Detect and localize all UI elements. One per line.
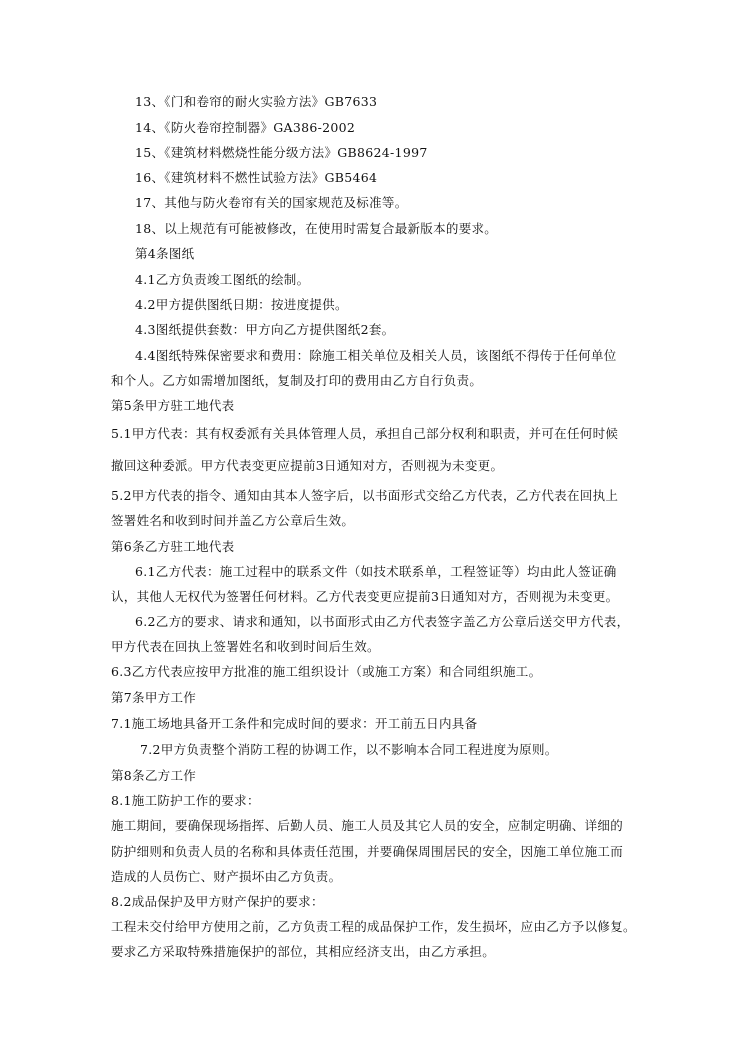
text-line: 防护细则和负责人员的名称和具体责任范围，并要确保周围居民的安全，因施工单位施工而 xyxy=(111,844,624,859)
text-line: 5.1甲方代表：其有权委派有关具体管理人员，承担自己部分权利和职责，并可在任何时候 xyxy=(111,426,619,441)
text-line: 15、《建筑材料燃烧性能分级方法》GB8624-1997 xyxy=(135,145,428,160)
section-heading: 第5条甲方驻工地代表 xyxy=(111,398,235,413)
text-line: 和个人。乙方如需增加图纸，复制及打印的费用由乙方自行负责。 xyxy=(111,373,483,388)
text-line: 8.2成品保护及甲方财产保护的要求： xyxy=(111,894,324,909)
text-line: 6.2乙方的要求、请求和通知，以书面形式由乙方代表签字盖乙方公章后送交甲方代表， xyxy=(135,614,630,629)
text-line: 4.2甲方提供图纸日期：按进度提供。 xyxy=(135,297,348,312)
text-line: 签署姓名和收到时间并盖乙方公章后生效。 xyxy=(111,513,355,528)
text-line: 7.2甲方负责整个消防工程的协调工作，以不影响本合同工程进度为原则。 xyxy=(140,742,558,757)
text-line: 6.3乙方代表应按甲方批准的施工组织设计（或施工方案）和合同组织施工。 xyxy=(111,664,542,679)
text-line: 5.2甲方代表的指令、通知由其本人签字后，以书面形式交给乙方代表，乙方代表在回执上 xyxy=(111,488,619,503)
text-line: 7.1施工场地具备开工条件和完成时间的要求：开工前五日内具备 xyxy=(111,716,478,731)
text-line: 甲方代表在回执上签署姓名和收到时间后生效。 xyxy=(111,639,380,654)
text-line: 工程未交付给甲方使用之前，乙方负责工程的成品保护工作，发生损坏，应由乙方予以修复。 xyxy=(111,919,636,934)
text-line: 14、《防火卷帘控制器》GA386-2002 xyxy=(135,120,356,135)
text-line: 18、以上规范有可能被修改，在使用时需复合最新版本的要求。 xyxy=(135,221,498,236)
text-line: 4.1乙方负责竣工图纸的绘制。 xyxy=(135,272,310,287)
text-line: 17、其他与防火卷帘有关的国家规范及标准等。 xyxy=(135,195,408,210)
section-heading: 第6条乙方驻工地代表 xyxy=(111,539,235,554)
text-line: 6.1乙方代表：施工过程中的联系文件（如技术联系单，工程签证等）均由此人签证确 xyxy=(135,564,617,579)
text-line: 4.4图纸特殊保密要求和费用：除施工相关单位及相关人员，该图纸不得传于任何单位 xyxy=(135,348,617,363)
text-line: 造成的人员伤亡、财产损坏由乙方负责。 xyxy=(111,869,342,884)
text-line: 要求乙方采取特殊措施保护的部位，其相应经济支出，由乙方承担。 xyxy=(111,944,496,959)
section-heading: 第4条图纸 xyxy=(135,246,195,261)
text-line: 施工期间，要确保现场指挥、后勤人员、施工人员及其它人员的安全，应制定明确、详细的 xyxy=(111,818,624,833)
text-line: 13、《门和卷帘的耐火实验方法》GB7633 xyxy=(135,94,378,109)
text-line: 4.3图纸提供套数：甲方向乙方提供图纸2套。 xyxy=(135,322,395,337)
section-heading: 第8条乙方工作 xyxy=(111,768,197,783)
text-line: 撤回这种委派。甲方代表变更应提前3日通知对方，否则视为未变更。 xyxy=(111,458,504,473)
section-heading: 第7条甲方工作 xyxy=(111,690,197,705)
text-line: 认，其他人无权代为签署任何材料。乙方代表变更应提前3日通知对方，否则视为未变更。 xyxy=(111,589,619,604)
text-line: 8.1施工防护工作的要求： xyxy=(111,793,260,808)
text-line: 16、《建筑材料不燃性试验方法》GB5464 xyxy=(135,170,378,185)
